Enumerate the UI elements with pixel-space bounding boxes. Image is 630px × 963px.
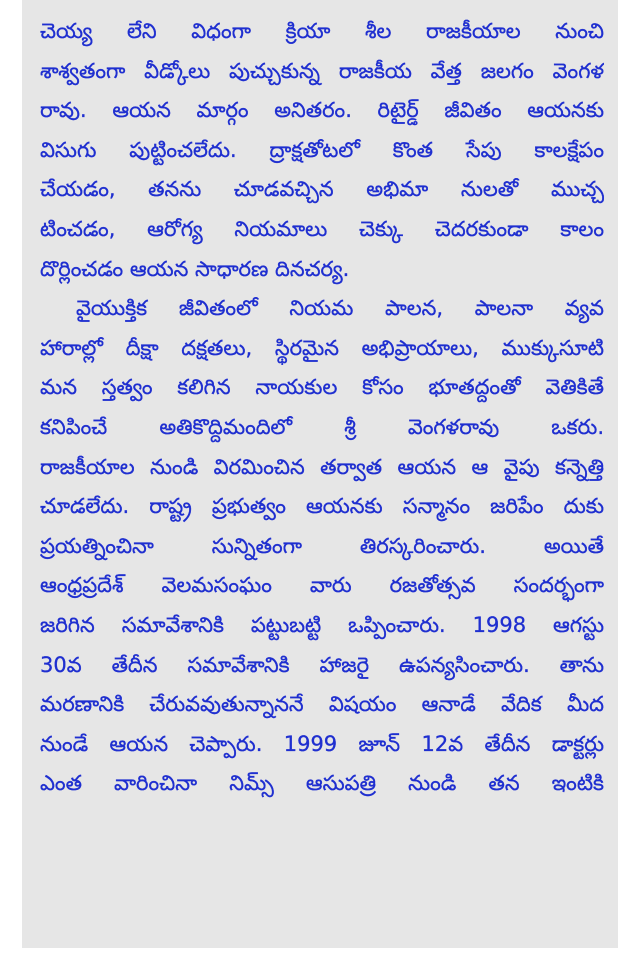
text-line: నుండే ఆయన చెప్పారు. 1999 జూన్ 12వ తేదీన డాక్టర్లు xyxy=(40,731,604,756)
text-line: మన స్తత్వం కలిగిన నాయకుల కోసం భూతద్దంతో వెతికితే xyxy=(40,375,604,400)
text-line: జరిగిన సమావేశానికి పట్టుబట్టి ఒప్పించారు. 1998 ఆగస్టు xyxy=(40,612,604,637)
text-line: వైయుక్తిక జీవితంలో నియమ పాలన, పాలనా వ్యవ xyxy=(76,296,604,321)
text-line: ఆంధ్రప్రదేశ్ వెలమసంఘం వారు రజతోత్సవ సందర్భంగా xyxy=(40,573,604,598)
text-line: కనిపించే అతికొద్దిమందిలో శ్రీ వెంగళరావు ఒకరు. xyxy=(40,414,604,439)
text-line: దొర్లించడం ఆయన సాధారణ దినచర్య. xyxy=(40,256,350,281)
text-line: చెయ్య లేని విధంగా క్రియా శీల రాజకీయాల నుంచి xyxy=(40,19,604,43)
text-line: రావు. ఆయన మార్గం అనితరం. రిటైర్డ్ జీవితం ఆయనకు xyxy=(40,98,604,123)
article-text xyxy=(40,12,604,804)
document-page xyxy=(22,0,618,948)
text-line: టించడం, ఆరోగ్య నియమాలు చెక్కు చెదరకుండా కాలం xyxy=(40,216,604,241)
text-line: రాజకీయాల నుండి విరమించిన తర్వాత ఆయన ఆ వైపు కన్నెత్తి xyxy=(40,454,604,479)
text-line: విసుగు పుట్టించలేదు. ద్రాక్షతోటలో కొంత సేపు కాలక్షేపం xyxy=(40,137,604,162)
text-line: 30వ తేదీన సమావేశానికి హాజరై ఉపన్యసించారు. తాను xyxy=(40,652,604,677)
text-line: ఎంత వారించినా నిమ్స్ ఆసుపత్రి నుండి తన ఇంటికి xyxy=(40,771,604,796)
text-line: ప్రయత్నించినా సున్నితంగా తిరస్కరించారు. అయితే xyxy=(40,533,604,558)
paragraph-2 xyxy=(40,289,604,804)
text-line: హారాల్లో దీక్షా దక్షతలు, స్థిరమైన అభిప్రాయాలు, ముక్కుసూటి xyxy=(40,335,604,360)
text-line: శాశ్వతంగా వీడ్కోలు పుచ్చుకున్న రాజకీయ వేత్త జలగం వెంగళ xyxy=(40,58,604,83)
text-line: చేయడం, తనను చూడవచ్చిన అభిమా నులతో ముచ్చ xyxy=(40,177,604,202)
text-line: చూడలేదు. రాష్ట్ర ప్రభుత్వం ఆయనకు సన్మానం జరిపేం దుకు xyxy=(40,494,604,519)
paragraph-1 xyxy=(40,12,604,289)
text-line: మరణానికి చేరువవుతున్నాననే విషయం ఆనాడే వేదిక మీద xyxy=(40,692,604,717)
